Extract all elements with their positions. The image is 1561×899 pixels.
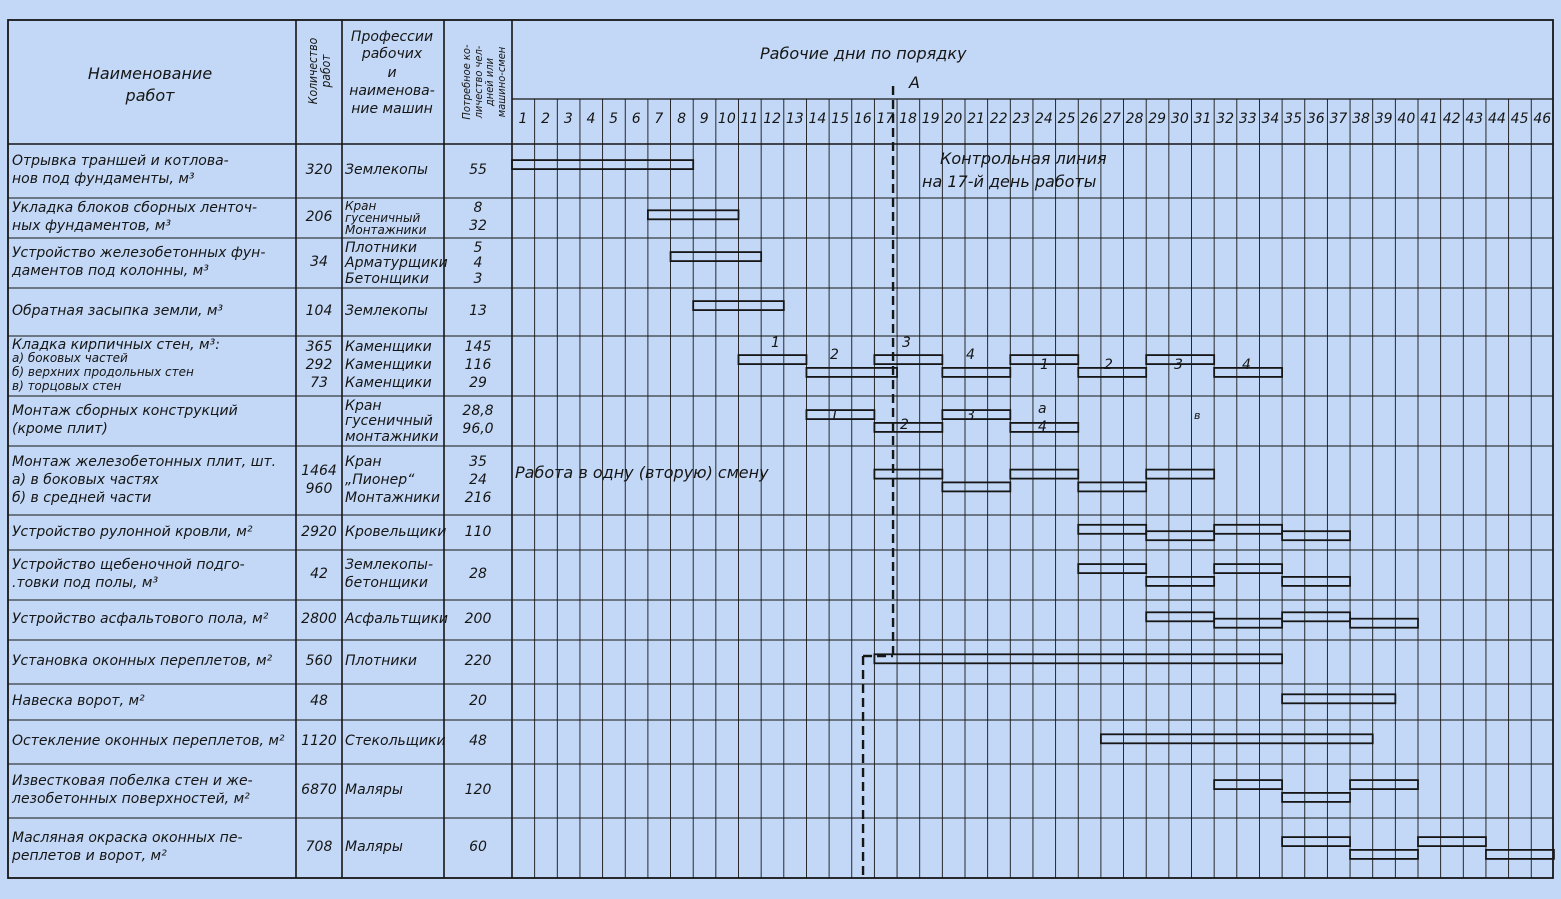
task-qty: 708 <box>305 839 333 855</box>
task-qty: 6870 <box>301 782 337 798</box>
task-need: 5 <box>473 240 483 256</box>
day-number: 27 <box>1102 111 1121 127</box>
task-need: 4 <box>473 255 483 272</box>
task-prof: монтажники <box>345 428 439 445</box>
day-number: 21 <box>967 111 985 127</box>
task-prof: Бетонщики <box>345 270 429 287</box>
day-number: 38 <box>1352 111 1370 127</box>
task-need: 24 <box>469 471 487 488</box>
day-number: 4 <box>586 111 596 127</box>
day-number: 24 <box>1035 111 1053 127</box>
day-number: 10 <box>717 111 736 127</box>
masonry-phase-2: 2 <box>830 347 839 363</box>
day-number: 18 <box>899 111 917 127</box>
task-prof: бетонщики <box>345 575 428 591</box>
schedule-bar <box>1214 564 1282 573</box>
day-number: 11 <box>740 111 759 127</box>
schedule-bar <box>1078 564 1146 573</box>
header-prof-3: и <box>387 65 397 81</box>
task-prof: гусеничный <box>345 413 433 430</box>
schedule-bar <box>1214 619 1282 628</box>
day-number: 46 <box>1533 111 1552 127</box>
task-name: лезобетонных поверхностей, м² <box>12 791 250 807</box>
task-need: 60 <box>469 839 487 855</box>
day-number: 42 <box>1442 111 1461 127</box>
task-qty: 292 <box>305 357 333 373</box>
task-name: б) в средней части <box>12 489 152 506</box>
days-title: Рабочие дни по порядку <box>760 44 967 63</box>
task-qty: 42 <box>310 566 328 582</box>
task-qty: 365 <box>305 339 333 355</box>
task-prof: Маляры <box>345 839 403 855</box>
schedule-bar <box>1078 482 1146 491</box>
task-need: 13 <box>469 303 487 319</box>
schedule-bar <box>942 482 1010 491</box>
task-prof: Кран <box>345 398 382 414</box>
task-name: Отрывка траншей и котлова- <box>12 153 229 169</box>
control-line-label-1: Контрольная линия <box>940 149 1107 168</box>
day-number: 17 <box>876 111 895 127</box>
schedule-bar <box>1078 525 1146 534</box>
day-number: 22 <box>989 111 1008 127</box>
masonry-phase-7: 3 <box>1174 357 1183 373</box>
task-need: 20 <box>469 693 487 709</box>
task-need: 110 <box>464 523 492 540</box>
day-number: 19 <box>921 111 940 127</box>
task-qty: 206 <box>305 209 333 225</box>
task-name: реплетов и ворот, м² <box>12 848 167 864</box>
task-prof: Землекопы <box>345 162 428 178</box>
schedule-bar <box>806 410 874 419</box>
task-name: в) торцовых стен <box>12 379 122 393</box>
task-name: даментов под колонны, м³ <box>12 263 209 279</box>
schedule-bar <box>874 355 942 364</box>
day-number: 39 <box>1374 111 1393 127</box>
day-number: 25 <box>1057 111 1076 127</box>
task-need: 116 <box>464 357 492 373</box>
schedule-bar <box>942 410 1010 419</box>
task-need: 145 <box>464 339 492 355</box>
task-qty: 2920 <box>301 523 337 540</box>
task-need: 28,8 <box>462 403 494 419</box>
task-name: Устройство щебеночной подго- <box>12 557 245 573</box>
task-prof: Асфальтщики <box>345 611 449 627</box>
header-need: Потребное ко- личество чел- дней или машино-смен <box>460 44 508 120</box>
day-number: 8 <box>677 111 686 127</box>
task-name: а) боковых частей <box>12 351 128 365</box>
day-number: 43 <box>1465 111 1484 127</box>
task-prof: Каменщики <box>345 375 432 391</box>
schedule-bar <box>1486 850 1554 859</box>
task-name: нов под фундаменты, м³ <box>12 171 195 187</box>
task-prof: Маляры <box>345 782 403 798</box>
task-name: (кроме плит) <box>12 421 108 437</box>
masonry-phase-6: 2 <box>1104 357 1113 373</box>
task-need: 32 <box>469 218 487 234</box>
task-name: Устройство асфальтового пола, м² <box>12 611 269 627</box>
day-number: 9 <box>699 111 709 127</box>
task-need: 28 <box>469 566 487 582</box>
table-frame <box>8 20 1553 878</box>
task-qty: 2800 <box>301 611 337 627</box>
day-number: 6 <box>631 111 641 127</box>
day-number: 3 <box>563 111 573 127</box>
day-number: 37 <box>1329 111 1348 127</box>
task-need: 216 <box>464 489 492 506</box>
task-prof: Землекопы- <box>345 557 433 573</box>
day-number: 12 <box>763 111 782 127</box>
task-prof: Каменщики <box>345 357 432 373</box>
header-name-line1: Наименование <box>87 64 213 83</box>
day-number: 16 <box>853 111 872 127</box>
day-number: 45 <box>1510 111 1529 127</box>
schedule-bar <box>874 470 942 479</box>
task-need: 96,0 <box>462 421 494 437</box>
day-number: 23 <box>1012 111 1031 127</box>
task-name: Устройство железобетонных фун- <box>12 245 266 261</box>
one-shift-label: Работа в одну (вторую) смену <box>515 463 769 482</box>
task-name: Остекление оконных переплетов, м² <box>12 733 285 749</box>
task-name: а) в боковых частях <box>12 471 159 488</box>
task-name: Известковая побелка стен и же- <box>12 773 253 789</box>
day-number: 30 <box>1170 111 1189 127</box>
day-number: 33 <box>1238 111 1257 127</box>
task-qty: 34 <box>310 254 328 270</box>
task-qty: 320 <box>305 162 333 178</box>
schedule-bar <box>1214 780 1282 789</box>
assembly-phase-2: 2 <box>900 417 909 433</box>
task-prof: Монтажники <box>345 223 427 237</box>
task-name: Монтаж железобетонных плит, шт. <box>12 453 277 470</box>
assembly-phase-4: 4 <box>1038 419 1047 435</box>
task-need: 55 <box>469 162 487 178</box>
schedule-bar <box>1010 470 1078 479</box>
day-number: 14 <box>808 111 827 127</box>
task-prof: Каменщики <box>345 339 432 355</box>
day-number: 1 <box>518 111 528 127</box>
task-qty: 73 <box>310 375 328 391</box>
assembly-phase-v: в <box>1194 409 1201 422</box>
schedule-bar <box>1282 694 1395 703</box>
day-number: 20 <box>944 111 963 127</box>
task-need: 29 <box>469 375 487 391</box>
day-number: 35 <box>1284 111 1302 127</box>
day-number: 44 <box>1488 111 1506 127</box>
day-number: 28 <box>1125 111 1144 127</box>
schedule-bar <box>1350 619 1418 628</box>
schedule-bar <box>942 368 1010 377</box>
task-prof: Землекопы <box>345 303 428 319</box>
schedule-bar <box>1282 577 1350 586</box>
task-qty: 1464 <box>301 462 337 479</box>
task-name: Обратная засыпка земли, м³ <box>12 303 224 319</box>
day-number: 7 <box>654 111 664 127</box>
assembly-phase-1: 1 <box>830 408 839 424</box>
task-need: 3 <box>473 270 483 287</box>
schedule-bar <box>1146 470 1214 479</box>
task-prof: Стекольщики <box>345 733 446 749</box>
schedule-bar <box>1146 531 1214 540</box>
task-name: Навеска ворот, м² <box>12 693 145 709</box>
masonry-phase-5: 1 <box>1040 357 1049 373</box>
task-need: 35 <box>469 453 487 470</box>
day-number: 5 <box>609 111 619 127</box>
header-prof-5: ние машин <box>351 101 433 117</box>
task-need: 120 <box>464 782 492 798</box>
task-name: Установка оконных переплетов, м² <box>12 653 273 669</box>
task-name: Устройство рулонной кровли, м² <box>12 523 253 540</box>
task-prof: „Пионер“ <box>345 471 415 488</box>
schedule-bar <box>1282 793 1350 802</box>
schedule-bar <box>1418 837 1486 846</box>
control-line-label-2: на 17-й день работы <box>922 172 1097 191</box>
masonry-phase-1: 1 <box>771 335 780 351</box>
assembly-phase-3: 3 <box>966 408 975 424</box>
header-prof-2: рабочих <box>361 46 423 62</box>
marker-a: А <box>909 73 920 92</box>
schedule-bar <box>739 355 807 364</box>
task-qty: 960 <box>305 480 333 497</box>
masonry-phase-8: 4 <box>1242 357 1251 373</box>
task-name: Масляная окраска оконных пе- <box>12 830 243 846</box>
header-name-line2: работ <box>125 86 175 105</box>
task-need: 220 <box>464 653 492 669</box>
task-prof: Кровельщики <box>345 523 447 540</box>
header-qty: Количество работ <box>306 37 333 105</box>
task-name: б) верхних продольных стен <box>12 365 194 379</box>
task-prof: Арматурщики <box>345 255 448 272</box>
task-need: 200 <box>464 611 492 627</box>
schedule-bar <box>1146 577 1214 586</box>
schedule-bar <box>1214 525 1282 534</box>
task-prof: Кран <box>345 199 377 213</box>
header-prof-1: Профессии <box>350 29 434 45</box>
day-number: 29 <box>1148 111 1167 127</box>
task-qty: 1120 <box>301 733 337 749</box>
schedule-bar <box>1282 612 1350 621</box>
task-qty: 48 <box>310 693 328 709</box>
task-name: ных фундаментов, м³ <box>12 218 171 234</box>
day-number: 31 <box>1193 111 1212 127</box>
schedule-bar <box>1282 531 1350 540</box>
task-name: Кладка кирпичных стен, м³: <box>12 337 220 353</box>
schedule-bar <box>1146 612 1214 621</box>
task-need: 48 <box>469 733 487 749</box>
day-number: 13 <box>785 111 804 127</box>
day-number: 36 <box>1306 111 1325 127</box>
task-need: 8 <box>473 200 483 216</box>
task-name: Монтаж сборных конструкций <box>12 403 238 419</box>
task-name: Укладка блоков сборных ленточ- <box>12 200 258 216</box>
schedule-bar <box>1282 837 1350 846</box>
task-name: .товки под полы, м³ <box>12 575 159 591</box>
day-number: 26 <box>1080 111 1099 127</box>
header-prof-4: наименова- <box>349 83 435 99</box>
day-number: 34 <box>1261 111 1280 127</box>
masonry-phase-3: 3 <box>902 335 911 351</box>
schedule-bar <box>1350 780 1418 789</box>
assembly-phase-a: а <box>1038 401 1047 417</box>
task-prof: Монтажники <box>345 489 440 506</box>
task-prof: Плотники <box>345 653 418 669</box>
task-prof: гусеничный <box>345 211 421 225</box>
day-number: 41 <box>1420 111 1438 127</box>
schedule-bar <box>1350 850 1418 859</box>
task-prof: Плотники <box>345 240 418 256</box>
day-number: 32 <box>1216 111 1235 127</box>
day-number: 40 <box>1397 111 1416 127</box>
masonry-phase-4: 4 <box>966 347 975 363</box>
task-prof: Кран <box>345 453 382 470</box>
day-number: 15 <box>831 111 849 127</box>
task-qty: 560 <box>305 653 333 669</box>
task-qty: 104 <box>305 303 333 319</box>
day-number: 2 <box>541 111 551 127</box>
